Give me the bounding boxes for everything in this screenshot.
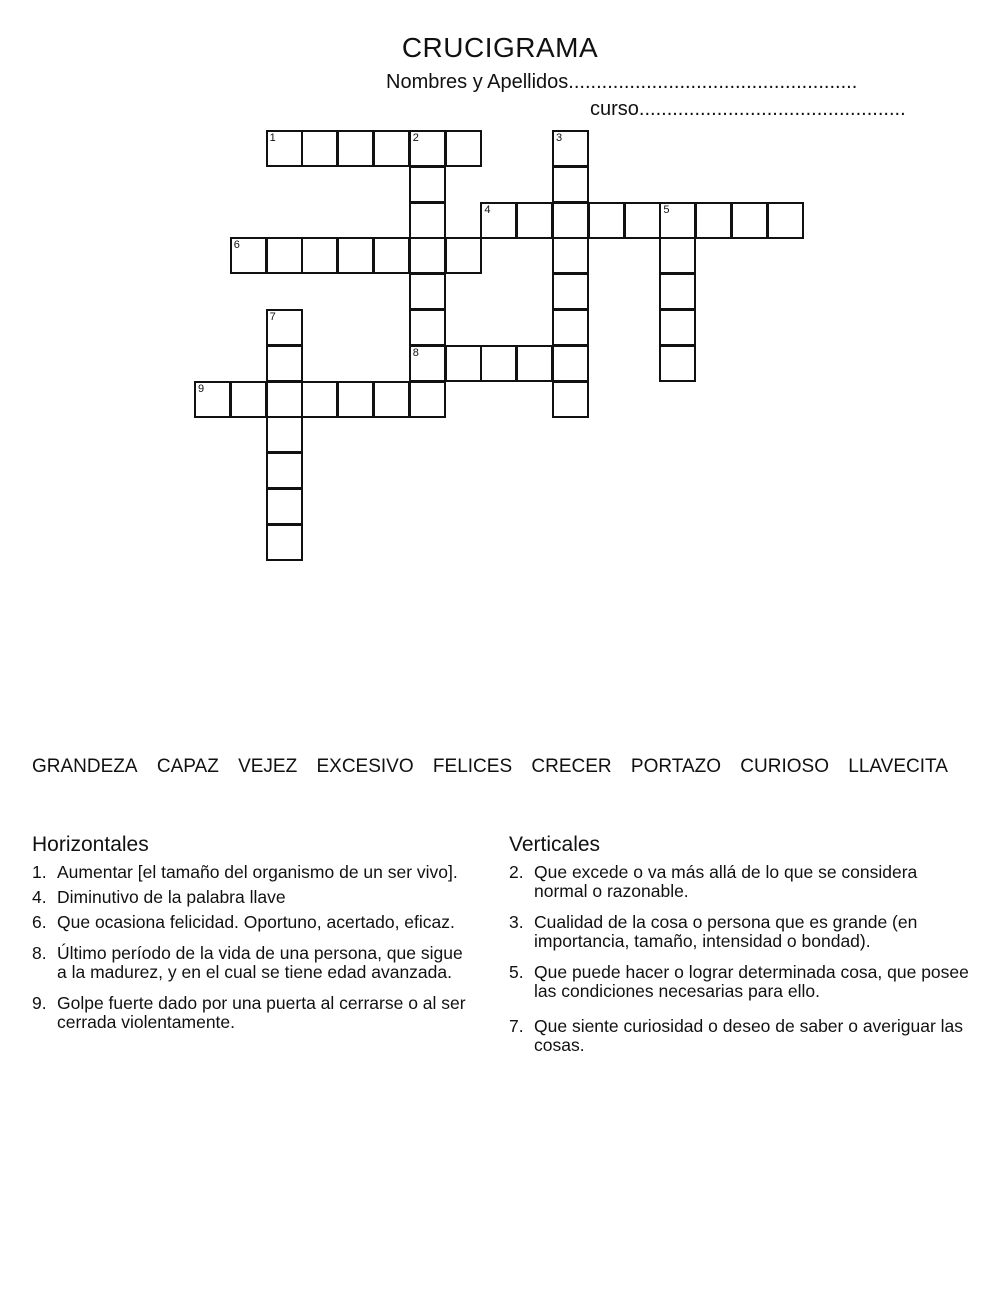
crossword-cell[interactable] — [659, 273, 696, 310]
clue-number: 1. — [32, 862, 47, 882]
crossword-cell[interactable] — [516, 202, 553, 239]
crossword-cell[interactable] — [301, 237, 338, 274]
clue-number-label: 6 — [233, 239, 240, 252]
clue-number-label: 9 — [198, 382, 205, 395]
crossword-cell[interactable] — [337, 237, 374, 274]
crossword-cell[interactable] — [659, 309, 696, 346]
clue-item — [509, 913, 969, 951]
crossword-cell[interactable] — [767, 202, 804, 239]
crossword-cell[interactable] — [695, 202, 732, 239]
crossword-cell[interactable] — [445, 237, 482, 274]
page-title: CRUCIGRAMA — [401, 32, 599, 63]
word-bank — [32, 756, 972, 778]
clue-item — [509, 1017, 969, 1055]
clue-number: 2. — [509, 862, 524, 882]
clue-number: 8. — [32, 943, 47, 963]
crossword-cell[interactable] — [266, 524, 303, 561]
crossword-cell[interactable] — [230, 381, 267, 418]
clue-text: Que siente curiosidad o deseo de saber o averiguar las cosas. — [534, 1016, 964, 1055]
clue-number: 3. — [509, 912, 524, 932]
clue-item — [32, 994, 472, 1032]
crossword-cell[interactable] — [659, 202, 696, 239]
word-bank-item: PORTAZO — [630, 756, 722, 777]
crossword-cell[interactable] — [659, 237, 696, 274]
clue-text: Diminutivo de la palabra llave — [57, 887, 286, 907]
word-bank-item: VEJEZ — [238, 756, 298, 777]
crossword-cell[interactable] — [373, 381, 410, 418]
word-bank-item: GRANDEZA — [32, 756, 138, 777]
clue-item — [32, 863, 472, 882]
vertical-heading: Verticales — [509, 833, 601, 856]
crossword-cell[interactable] — [552, 130, 589, 167]
crossword-cell[interactable] — [409, 345, 446, 382]
word-bank-item: LLAVECITA — [848, 756, 948, 777]
crossword-cell[interactable] — [659, 345, 696, 382]
clue-item — [32, 944, 472, 982]
crossword-cell[interactable] — [266, 237, 303, 274]
word-bank-item: EXCESIVO — [316, 756, 414, 777]
crossword-cell[interactable] — [301, 130, 338, 167]
crossword-cell[interactable] — [409, 273, 446, 310]
crossword-cell[interactable] — [480, 345, 517, 382]
word-bank-item: CAPAZ — [156, 756, 219, 777]
crossword-cell[interactable] — [266, 309, 303, 346]
crossword-cell[interactable] — [409, 381, 446, 418]
clue-number: 6. — [32, 912, 47, 932]
clue-item — [509, 963, 969, 1001]
vertical-clues — [509, 833, 969, 1061]
clue-number-label: 3 — [556, 132, 563, 144]
crossword-cell[interactable] — [409, 166, 446, 203]
clue-text: Que ocasiona felicidad. Oportuno, acertado, eficaz. — [57, 912, 455, 932]
clue-text: Aumentar [el tamaño del organismo de un ser vivo]. — [57, 862, 458, 882]
crossword-cell[interactable] — [266, 381, 303, 418]
crossword-cell[interactable] — [266, 416, 303, 453]
clue-number: 5. — [509, 962, 524, 982]
crossword-cell[interactable] — [731, 202, 768, 239]
horizontal-clues — [32, 833, 472, 1038]
clue-text: Último período de la vida de una persona, que sigue a la madurez, y en el cual se tiene edad avanzada. — [57, 943, 463, 982]
crossword-cell[interactable] — [266, 488, 303, 525]
clue-number-label: 7 — [269, 311, 276, 323]
crossword-cell[interactable] — [516, 345, 553, 382]
clue-number-label: 5 — [663, 203, 670, 216]
crossword-cell[interactable] — [445, 130, 482, 167]
clue-text: Que excede o va más allá de lo que se considera normal o razonable. — [534, 862, 918, 901]
crossword-cell[interactable] — [409, 237, 446, 274]
crossword-cell[interactable] — [552, 166, 589, 203]
crossword-cell[interactable] — [588, 202, 625, 239]
word-bank-item: FELICES — [432, 756, 513, 777]
crossword-cell[interactable] — [552, 237, 589, 274]
word-bank-item: CURIOSO — [740, 756, 829, 777]
clue-number: 9. — [32, 993, 47, 1013]
clue-text: Cualidad de la cosa o persona que es grande (en importancia, tamaño, intensidad o bondad). — [534, 912, 918, 951]
clue-number: 4. — [32, 887, 47, 907]
clue-number-label: 8 — [412, 346, 419, 359]
crossword-cell[interactable] — [266, 452, 303, 489]
crossword-cell[interactable] — [266, 345, 303, 382]
clue-number-label: 4 — [484, 203, 491, 216]
crossword-cell[interactable] — [552, 273, 589, 310]
crossword-cell[interactable] — [480, 202, 517, 239]
crossword-cell[interactable] — [445, 345, 482, 382]
crossword-cell[interactable] — [230, 237, 267, 274]
crossword-cell[interactable] — [552, 381, 589, 418]
clue-number-label: 1 — [269, 132, 276, 144]
crossword-cell[interactable] — [301, 381, 338, 418]
clue-item — [32, 888, 472, 907]
crossword-cell[interactable] — [337, 381, 374, 418]
clue-item — [509, 863, 969, 901]
clue-item — [32, 913, 472, 932]
clue-number: 7. — [509, 1016, 524, 1036]
crossword-cell[interactable] — [373, 130, 410, 167]
crossword-grid — [0, 0, 1000, 600]
crossword-cell[interactable] — [552, 345, 589, 382]
name-field-line[interactable]: Nombres y Apellidos.................................................... — [386, 71, 858, 93]
crossword-cell[interactable] — [266, 130, 303, 167]
crossword-cell[interactable] — [409, 309, 446, 346]
crossword-cell[interactable] — [194, 381, 231, 418]
horizontal-heading: Horizontales — [32, 833, 149, 856]
clue-number-label: 2 — [412, 132, 419, 144]
word-bank-item: CRECER — [531, 756, 612, 777]
clue-text: Que puede hacer o lograr determinada cosa, que posee las condiciones necesarias para ello. — [534, 962, 969, 1001]
crossword-cell[interactable] — [552, 309, 589, 346]
clue-text: Golpe fuerte dado por una puerta al cerrarse o al ser cerrada violentamente. — [57, 993, 466, 1032]
crossword-cell[interactable] — [409, 202, 446, 239]
crossword-cell[interactable] — [409, 130, 446, 167]
course-field-line[interactable]: curso................................................ — [590, 98, 906, 120]
crossword-cell[interactable] — [624, 202, 661, 239]
crossword-cell[interactable] — [373, 237, 410, 274]
crossword-cell[interactable] — [337, 130, 374, 167]
crossword-cell[interactable] — [552, 202, 589, 239]
